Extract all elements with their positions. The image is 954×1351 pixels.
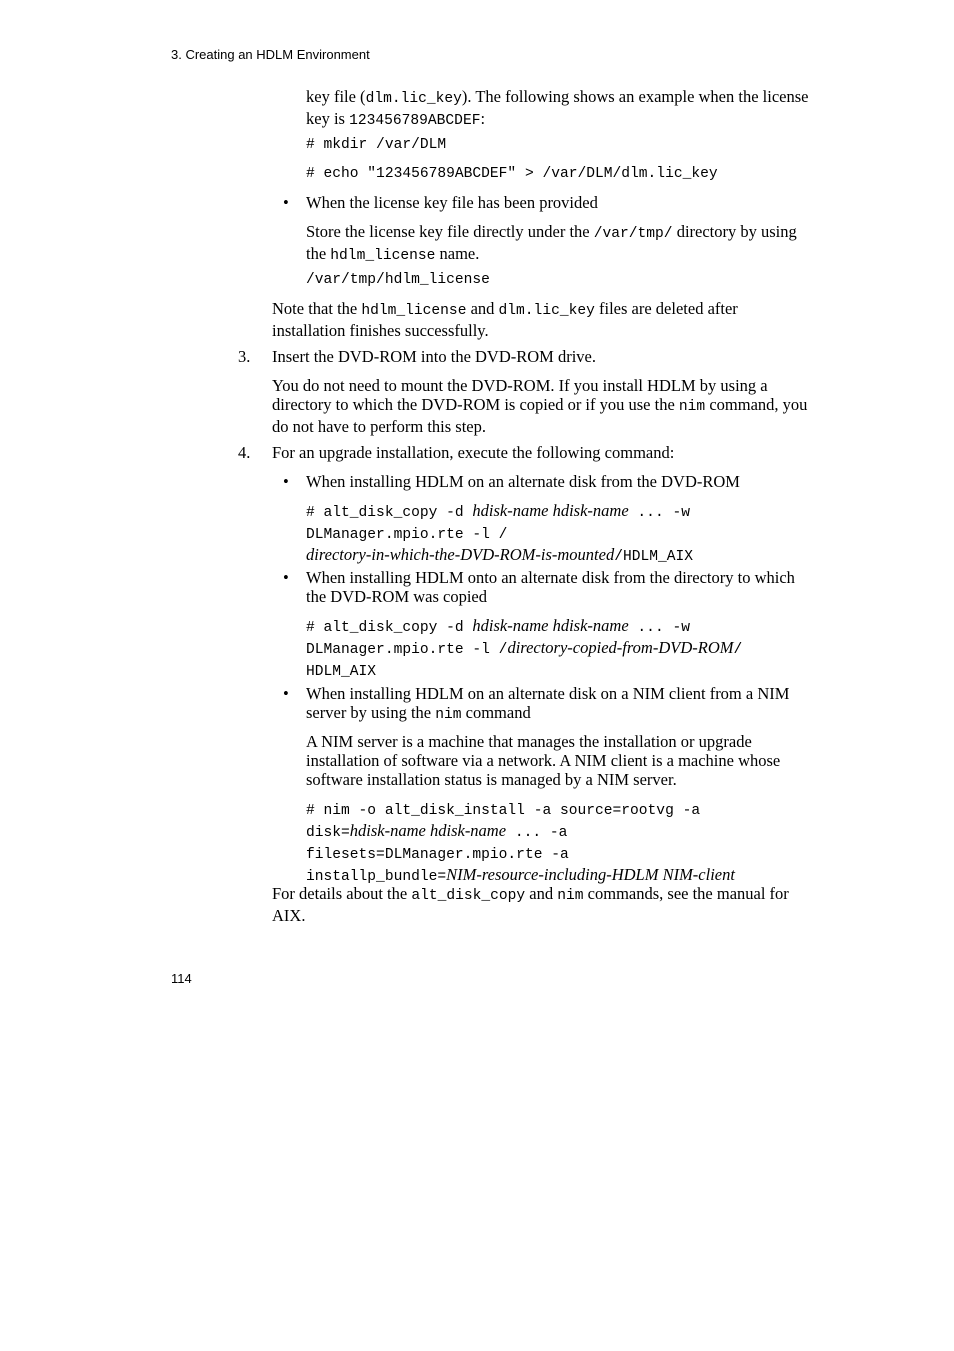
step-number-3: 3. (238, 347, 251, 366)
step-4-text: For an upgrade installation, execute the following command: (272, 443, 675, 462)
code-alt-disk-copy-dvd: # alt_disk_copy -d hdisk-name hdisk-name ... -w DLManager.mpio.rte -l / directory-in-which-the-DVD-ROM-is-mounted/HDLM_AIX (306, 501, 694, 565)
step-3-paragraph: You do not need to mount the DVD-ROM. If you install HDLM by using a directory to which the DVD-ROM is copied or if you use the nim command, you do not have to perform this step. (272, 376, 808, 436)
page-number: 114 (171, 971, 192, 986)
details-paragraph: For details about the alt_disk_copy and nim commands, see the manual for AIX. (272, 884, 789, 925)
bullet-dvd: When installing HDLM on an alternate disk from the DVD-ROM (306, 472, 740, 491)
bullet-marker: • (283, 568, 289, 587)
bullet-provided: When the license key file has been provided (306, 193, 598, 212)
bullet-marker: • (283, 684, 289, 703)
code-alt-disk-copy-dir: # alt_disk_copy -d hdisk-name hdisk-name ... -w DLManager.mpio.rte -l /directory-copied-from-DVD-ROM/ HDLM_AIX (306, 616, 743, 680)
nim-paragraph: A NIM server is a machine that manages the installation or upgrade installation of software via a network. A NIM client is a machine whose software installation status is managed by a NIM server. (306, 732, 781, 789)
bullet-marker: • (283, 472, 289, 491)
bullet-directory: When installing HDLM onto an alternate disk from the directory to which the DVD-ROM was copied (306, 568, 795, 606)
code-echo: # echo "123456789ABCDEF" > /var/DLM/dlm.lic_key (306, 166, 718, 182)
running-header: 3. Creating an HDLM Environment (171, 47, 370, 62)
step-number-4: 4. (238, 443, 251, 462)
code-nim-install: # nim -o alt_disk_install -a source=rootvg -a disk=hdisk-name hdisk-name ... -a filesets=DLManager.mpio.rte -a installp_bundle=NIM-resource-including-HDLM NIM-client (306, 803, 735, 885)
store-paragraph: Store the license key file directly under the /var/tmp/ directory by using the hdlm_license name. (306, 222, 797, 264)
note-paragraph: Note that the hdlm_license and dlm.lic_key files are deleted after installation finishes successfully. (272, 299, 738, 340)
bullet-marker: • (283, 193, 289, 212)
step-3-text: Insert the DVD-ROM into the DVD-ROM drive. (272, 347, 596, 366)
bullet-nim: When installing HDLM on an alternate disk on a NIM client from a NIM server by using the nim command (306, 684, 790, 723)
code-mkdir: # mkdir /var/DLM (306, 137, 447, 153)
keyfile-paragraph: key file (dlm.lic_key). The following shows an example when the license key is 123456789ABCDEF: (306, 87, 809, 129)
code-license-path: /var/tmp/hdlm_license (306, 272, 490, 288)
